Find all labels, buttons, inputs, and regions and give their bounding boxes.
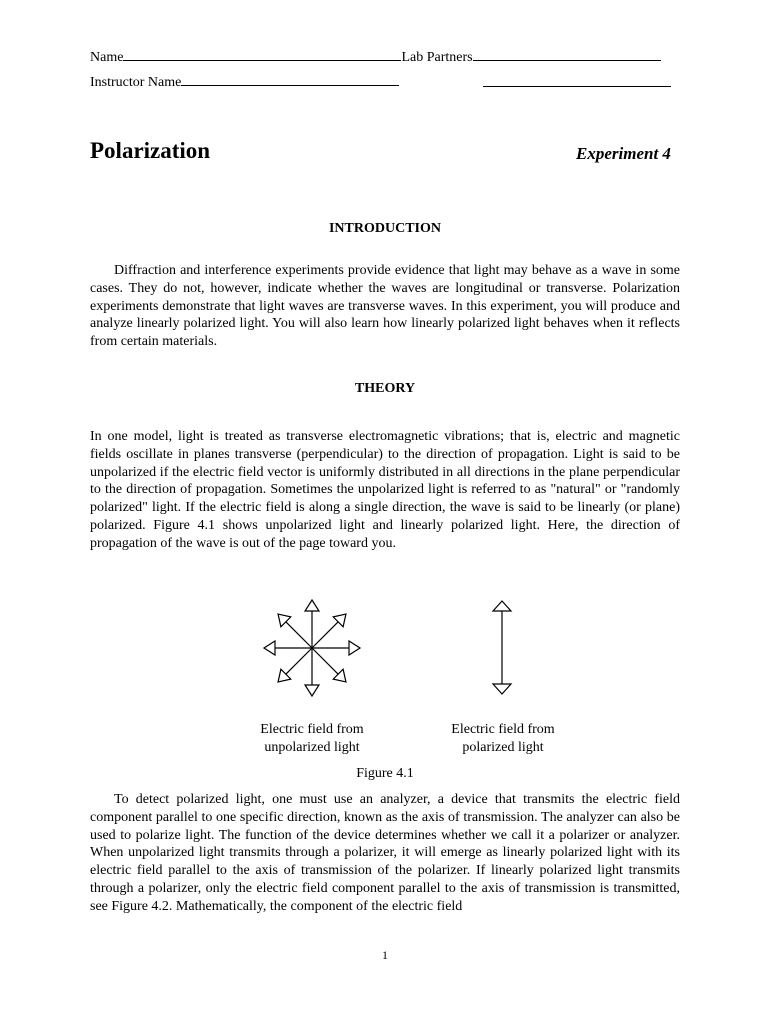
unpolarized-caption bbox=[232, 721, 392, 757]
header-instructor-row bbox=[90, 73, 399, 91]
lab-partners-label: Lab Partners bbox=[401, 50, 473, 65]
name-label: Name bbox=[90, 50, 124, 65]
polarized-caption-line2: polarized light bbox=[462, 740, 544, 755]
unpolarized-arrow-head bbox=[349, 641, 360, 655]
unpolarized-caption-line2: unpolarized light bbox=[264, 740, 360, 755]
polarized-field-diagram bbox=[488, 598, 516, 698]
page-number: 1 bbox=[382, 948, 388, 962]
unpolarized-field-arrow-shaft bbox=[312, 622, 338, 648]
introduction-heading: INTRODUCTION bbox=[328, 221, 441, 236]
unpolarized-field-arrow-shaft bbox=[286, 622, 312, 648]
unpolarized-field-arrow-shaft bbox=[312, 648, 338, 674]
lab-partners-blank-line bbox=[473, 48, 661, 61]
instructor-label: Instructor Name bbox=[90, 75, 182, 90]
unpolarized-field-arrow-shaft bbox=[286, 648, 312, 674]
unpolarized-arrow-head bbox=[305, 685, 319, 696]
unpolarized-arrow-head bbox=[305, 600, 319, 611]
theory-heading: THEORY bbox=[354, 381, 416, 396]
analyzer-paragraph: To detect polarized light, one must use an analyzer, a device that transmits the electric field component parallel to one specific direction, known as the axis of transmission. The analyzer can also be used to polarize light. The function of the device determines whether we call it a polarizer or analyzer. When unpolarized light transmits through a polarizer, it will emerge as linearly polarized light with its electric field parallel to the axis of transmission of the polarizer. If linearly polarized light transmits through a polarizer, only the electric field component parallel to the axis of transmission is transmitted, see Figure 4.2. Mathematically, the component of the electric field bbox=[90, 792, 680, 914]
introduction-paragraph: Diffraction and interference experiments provide evidence that light may behave as a wave in some cases. They do not, however, indicate whether the waves are longitudinal or transverse. Polarization experiments demonstrate that light waves are transverse waves. In this experiment, you will produce and analyze linearly polarized light. You will also learn how linearly polarized light behaves when it reflects from certain materials. bbox=[90, 263, 680, 350]
instructor-blank-line bbox=[181, 73, 399, 86]
figure-label: Figure 4.1 bbox=[356, 766, 414, 781]
experiment-label: Experiment 4 bbox=[576, 144, 671, 163]
unpolarized-arrow-head bbox=[264, 641, 275, 655]
unpolarized-caption-line1: Electric field from bbox=[260, 722, 364, 737]
name-blank-line bbox=[123, 48, 401, 61]
theory-paragraph: In one model, light is treated as transverse electromagnetic vibrations; that is, electric and magnetic fields oscillate in planes transverse (perpendicular) to the direction of propagation. Light is said to be unpolarized if the electric field vector is uniformly distributed in all directions in the plane perpendicular to the direction of propagation. Sometimes the unpolarized light is referred to as "natural" or "randomly polarized" light. If the electric field is along a single direction, the wave is said to be linearly (or plane) polarized. Figure 4.1 shows unpolarized light and linearly polarized light. Here, the direction of propagation of the wave is out of the page toward you. bbox=[90, 429, 680, 551]
header-name-row bbox=[90, 48, 661, 66]
polarized-caption bbox=[423, 721, 583, 757]
polarized-arrow-head-down bbox=[493, 684, 511, 694]
page-title: Polarization bbox=[90, 138, 211, 163]
polarized-caption-line1: Electric field from bbox=[451, 722, 555, 737]
unpolarized-field-diagram bbox=[262, 598, 362, 698]
polarized-arrow-head-up bbox=[493, 601, 511, 611]
partner-blank-line-2 bbox=[483, 86, 671, 87]
